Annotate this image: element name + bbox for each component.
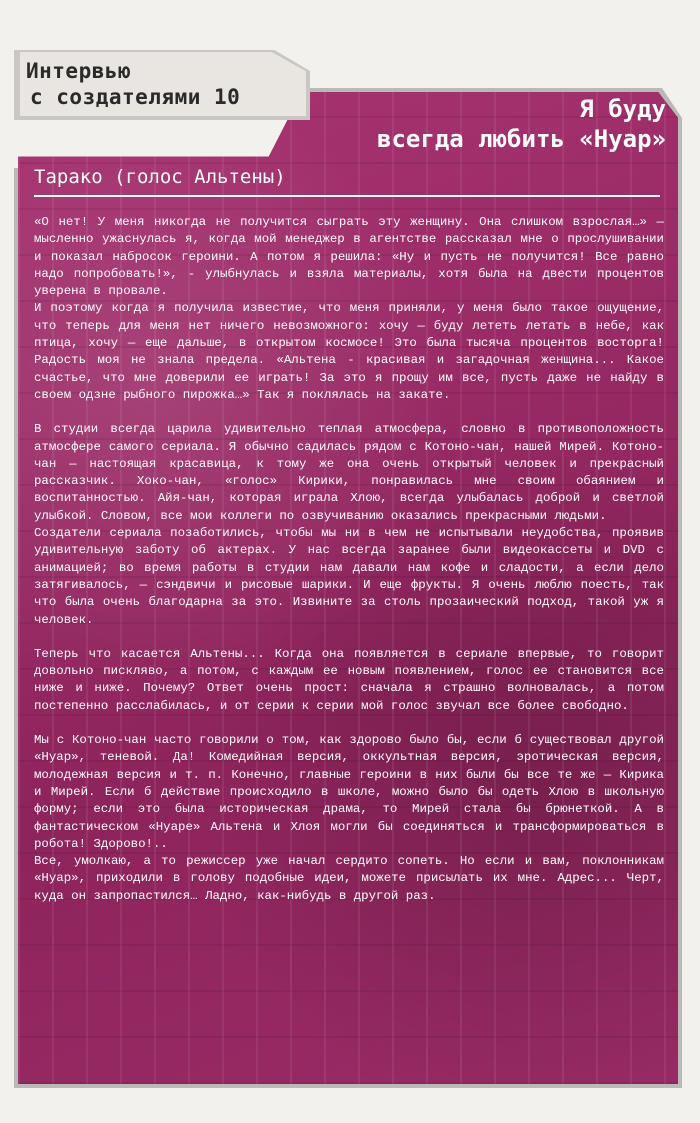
article-title — [246, 94, 666, 154]
paragraph: Мы с Котоно-чан часто говорили о том, как здорово было бы, если б существовал другой «Нуар», теневой. Да! Комедийная версия, оккультная версия, эротическая версия, молодежная версия и т. п. Конечно, главные героини в них были бы все те же — Кирика и Мирей. Если б действие происходило в школе, можно было бы одеть Хлою в школьную форму; если это была историческая драма, то Мирей стала бы брюнеткой. А в фантастическом «Нуаре» Альтена и Хлоя могли бы соединяться и трансформироваться в робота! Здорово!.. — [34, 733, 664, 851]
article-title-line1: Я буду — [579, 95, 666, 123]
article-body — [34, 214, 664, 905]
divider — [34, 195, 660, 197]
paragraph: Теперь что касается Альтены... Когда она появляется в сериале впервые, то говорит довольно пискляво, а потом, с каждым ее новым появлением, голос ее становится все ниже и ниже. Почему? Ответ очень прост: сначала я страшно волновалась, а потом постепенно расслабилась, и от серии к серии мой голос звучал все более свободно. — [34, 646, 664, 713]
paragraph: Все, умолкаю, а то режиссер уже начал сердито сопеть. Но если и вам, поклонникам «Нуар», приходили в голову подобные идеи, можете присылать их мне. Адрес... Черт, куда он запропастился… Ладно, как-нибудь в другой раз. — [34, 854, 664, 903]
section-label-line2: с создателями 10 — [30, 85, 241, 109]
paragraph: Создатели сериала позаботились, чтобы мы ни в чем не испытывали неудобства, проявив удивительную заботу об актерах. У нас всегда заранее были видеокассеты и DVD с анимацией; во время работы в студии нам давали нам кофе и сладости, а если дело затягивалось, — сэндвичи и рисовые шарики. И еще фрукты. Я очень люблю поесть, так что была очень благодарна за это. Извините за столь прозаический подход, такой уж я человек. — [34, 526, 664, 627]
author-line: Тарако (голос Альтены) — [34, 166, 286, 188]
paragraph: И поэтому когда я получила известие, что меня приняли, у меня было такое ощущение, что теперь для меня нет ничего невозможного: хочу — буду лететь летать в небе, как птица, хочу — еще дальше, в открытом космосе! Это была тысяча процентов восторга! Радость моя не знала предела. «Альтена - красивая и загадочная женщина... Какое счастье, что мне доверили ее играть! За это я прощу им все, пусть даже не найду в своем одзне рыбного пирожка…» Так я поклялась на закате. — [34, 301, 664, 402]
article-title-line2: всегда любить «Нуар» — [377, 125, 666, 153]
paragraph: В студии всегда царила удивительно теплая атмосфера, словно в противоположность атмосфере самого сериала. Я обычно садилась рядом с Котоно-чан, нашей Мирей. Котоно-чан — настоящая красавица, к тому же она очень открытый человек и прекрасный рассказчик. Хоко-чан, «голос» Кирики, понравилась мне своим обаянием и воспитанностью. Айя-чан, которая играла Хлою, всегда улыбалась доброй и светлой улыбкой. Словом, все мои коллеги по озвучиванию оказались прекрасными людьми. — [34, 422, 664, 523]
section-label-line1: Интервью — [26, 59, 132, 83]
paragraph: «О нет! У меня никогда не получится сыграть эту женщину. Она слишком взрослая…» — мысленно ужаснулась я, когда мой менеджер в агентстве рассказал мне о прослушивании и показал набросок героини. А потом я решила: «Ну и пусть не получится! Все равно надо попробовать!», - улыбнулась и взяла материалы, хотя была на двести процентов уверена в провале. — [34, 215, 664, 299]
